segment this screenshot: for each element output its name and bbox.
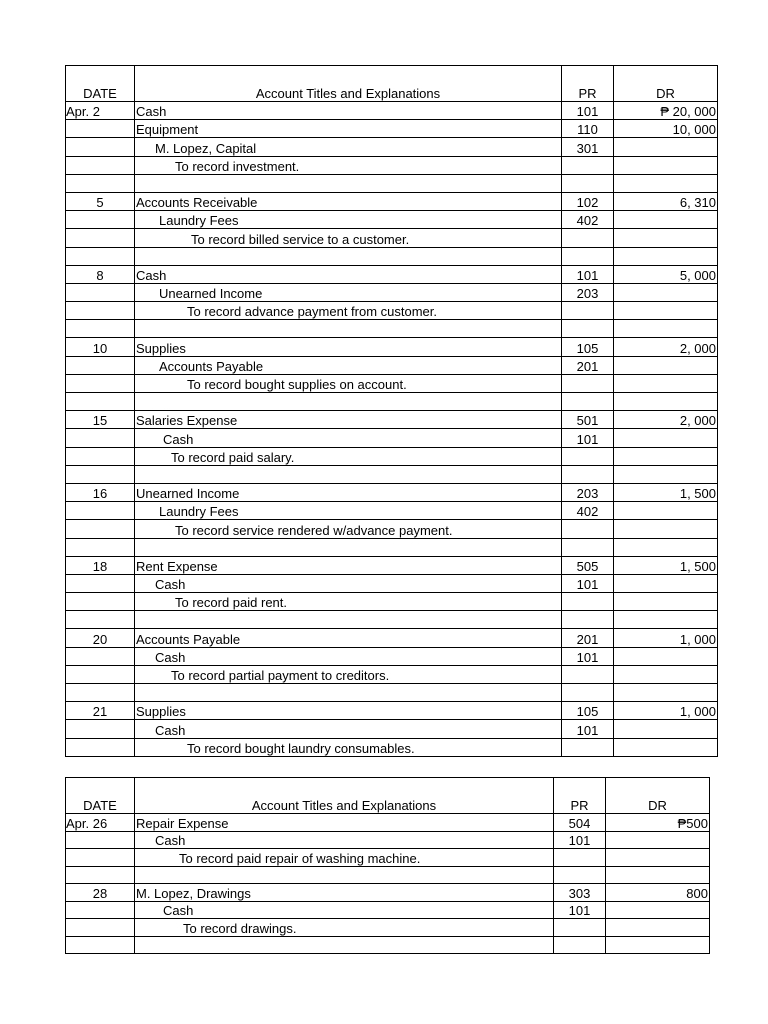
row-date <box>66 283 135 301</box>
table-header-row <box>66 778 710 814</box>
table-row <box>66 556 718 574</box>
row-post-ref: 105 <box>562 702 614 720</box>
row-date: 8 <box>66 265 135 283</box>
table-row <box>66 936 710 954</box>
row-post-ref <box>562 247 614 265</box>
row-debit <box>614 684 718 702</box>
row-date <box>66 901 135 919</box>
row-debit <box>614 538 718 556</box>
row-post-ref <box>554 866 606 884</box>
row-account-title: Laundry Fees <box>135 502 562 520</box>
row-date <box>66 447 135 465</box>
row-account-title <box>135 393 562 411</box>
row-post-ref: 201 <box>562 356 614 374</box>
row-date <box>66 611 135 629</box>
row-date <box>66 538 135 556</box>
row-post-ref <box>562 738 614 756</box>
row-account-title: Cash <box>135 265 562 283</box>
row-debit: 10, 000 <box>614 120 718 138</box>
table-row <box>66 247 718 265</box>
table-row <box>66 265 718 283</box>
table-row <box>66 483 718 501</box>
header-dr: DR <box>606 778 710 814</box>
row-debit <box>614 356 718 374</box>
table-row <box>66 901 710 919</box>
row-date: 10 <box>66 338 135 356</box>
row-debit <box>614 738 718 756</box>
row-post-ref: 101 <box>554 901 606 919</box>
row-date: 28 <box>66 884 135 902</box>
row-account-title: Supplies <box>135 702 562 720</box>
row-post-ref: 101 <box>562 647 614 665</box>
row-date <box>66 247 135 265</box>
row-account-title: Cash <box>135 647 562 665</box>
row-post-ref: 101 <box>554 831 606 849</box>
row-date <box>66 684 135 702</box>
row-post-ref <box>562 302 614 320</box>
table-row <box>66 611 718 629</box>
row-account-title: Cash <box>135 831 554 849</box>
row-debit <box>614 247 718 265</box>
table-row <box>66 538 718 556</box>
row-debit: 2, 000 <box>614 411 718 429</box>
table-row <box>66 629 718 647</box>
table-row <box>66 665 718 683</box>
row-account-title: To record drawings. <box>135 919 554 937</box>
row-account-title <box>135 936 554 954</box>
row-post-ref: 105 <box>562 338 614 356</box>
row-account-title: Cash <box>135 574 562 592</box>
row-debit <box>614 429 718 447</box>
row-account-title: M. Lopez, Drawings <box>135 884 554 902</box>
table-row <box>66 374 718 392</box>
header-date: DATE <box>66 66 135 102</box>
row-date: Apr. 2 <box>66 102 135 120</box>
row-debit: ₱ 20, 000 <box>614 102 718 120</box>
table-row <box>66 411 718 429</box>
row-debit <box>606 866 710 884</box>
row-post-ref <box>562 174 614 192</box>
row-post-ref <box>562 465 614 483</box>
row-post-ref <box>554 849 606 867</box>
row-debit <box>614 720 718 738</box>
row-date <box>66 229 135 247</box>
row-debit <box>614 374 718 392</box>
row-post-ref <box>562 229 614 247</box>
row-debit <box>614 465 718 483</box>
row-post-ref <box>562 156 614 174</box>
row-debit <box>614 138 718 156</box>
row-date <box>66 320 135 338</box>
row-account-title: Cash <box>135 102 562 120</box>
table-row <box>66 156 718 174</box>
row-debit <box>614 320 718 338</box>
table-row <box>66 831 710 849</box>
row-account-title <box>135 247 562 265</box>
table-row <box>66 393 718 411</box>
row-post-ref: 505 <box>562 556 614 574</box>
row-post-ref: 201 <box>562 629 614 647</box>
row-account-title: To record advance payment from customer. <box>135 302 562 320</box>
row-debit <box>614 647 718 665</box>
row-date <box>66 120 135 138</box>
row-date: 21 <box>66 702 135 720</box>
row-date <box>66 393 135 411</box>
row-debit <box>614 211 718 229</box>
row-post-ref <box>562 374 614 392</box>
row-date <box>66 156 135 174</box>
row-post-ref <box>554 919 606 937</box>
table-row <box>66 302 718 320</box>
row-debit <box>614 665 718 683</box>
row-account-title: To record paid rent. <box>135 593 562 611</box>
row-post-ref <box>562 593 614 611</box>
header-dr: DR <box>614 66 718 102</box>
table-row <box>66 211 718 229</box>
table-row <box>66 574 718 592</box>
row-post-ref <box>562 665 614 683</box>
row-debit <box>606 901 710 919</box>
row-date <box>66 465 135 483</box>
table-row <box>66 192 718 210</box>
row-date <box>66 138 135 156</box>
row-post-ref: 101 <box>562 574 614 592</box>
row-date <box>66 374 135 392</box>
row-date <box>66 302 135 320</box>
row-post-ref: 303 <box>554 884 606 902</box>
journal-table-2 <box>65 777 710 954</box>
row-debit <box>614 520 718 538</box>
row-account-title <box>135 465 562 483</box>
row-date: 15 <box>66 411 135 429</box>
row-debit: 800 <box>606 884 710 902</box>
table-row <box>66 138 718 156</box>
row-date <box>66 356 135 374</box>
row-debit: 6, 310 <box>614 192 718 210</box>
row-date <box>66 429 135 447</box>
row-date <box>66 738 135 756</box>
row-date <box>66 849 135 867</box>
row-account-title: Cash <box>135 429 562 447</box>
table-row <box>66 283 718 301</box>
header-date: DATE <box>66 778 135 814</box>
row-account-title <box>135 538 562 556</box>
row-account-title <box>135 174 562 192</box>
row-post-ref: 203 <box>562 283 614 301</box>
row-debit: ₱500 <box>606 814 710 832</box>
row-account-title: Cash <box>135 720 562 738</box>
table-row <box>66 884 710 902</box>
row-post-ref: 501 <box>562 411 614 429</box>
row-date <box>66 919 135 937</box>
row-account-title: To record bought laundry consumables. <box>135 738 562 756</box>
row-date <box>66 574 135 592</box>
table-row <box>66 102 718 120</box>
row-account-title: To record investment. <box>135 156 562 174</box>
row-debit: 2, 000 <box>614 338 718 356</box>
header-account-titles: Account Titles and Explanations <box>135 778 554 814</box>
row-date <box>66 174 135 192</box>
row-account-title <box>135 320 562 338</box>
row-debit <box>614 593 718 611</box>
table-header-row <box>66 66 718 102</box>
row-account-title: Unearned Income <box>135 283 562 301</box>
row-post-ref <box>562 684 614 702</box>
row-account-title: Salaries Expense <box>135 411 562 429</box>
row-account-title: M. Lopez, Capital <box>135 138 562 156</box>
row-debit <box>606 919 710 937</box>
row-debit <box>614 156 718 174</box>
table-row <box>66 684 718 702</box>
row-post-ref: 101 <box>562 102 614 120</box>
row-post-ref: 102 <box>562 192 614 210</box>
row-post-ref: 301 <box>562 138 614 156</box>
row-debit: 1, 000 <box>614 702 718 720</box>
row-debit <box>606 936 710 954</box>
header-account-titles: Account Titles and Explanations <box>135 66 562 102</box>
row-date: 20 <box>66 629 135 647</box>
row-date <box>66 720 135 738</box>
row-account-title <box>135 611 562 629</box>
row-account-title: To record partial payment to creditors. <box>135 665 562 683</box>
table-row <box>66 702 718 720</box>
table-row <box>66 814 710 832</box>
table-row <box>66 866 710 884</box>
row-post-ref: 101 <box>562 720 614 738</box>
row-date <box>66 211 135 229</box>
table-row <box>66 502 718 520</box>
row-debit <box>614 574 718 592</box>
row-account-title: Repair Expense <box>135 814 554 832</box>
table-row <box>66 465 718 483</box>
row-date <box>66 647 135 665</box>
row-debit <box>614 393 718 411</box>
row-post-ref <box>562 520 614 538</box>
table-row <box>66 738 718 756</box>
row-debit <box>614 447 718 465</box>
row-date <box>66 520 135 538</box>
table-row <box>66 593 718 611</box>
row-account-title: To record paid repair of washing machine. <box>135 849 554 867</box>
row-date: 16 <box>66 483 135 501</box>
row-post-ref: 110 <box>562 120 614 138</box>
row-date <box>66 831 135 849</box>
row-date <box>66 593 135 611</box>
row-post-ref <box>562 320 614 338</box>
row-date: 18 <box>66 556 135 574</box>
row-debit <box>614 302 718 320</box>
row-account-title: Accounts Payable <box>135 356 562 374</box>
row-post-ref <box>562 538 614 556</box>
table-row <box>66 338 718 356</box>
row-post-ref: 402 <box>562 502 614 520</box>
row-date <box>66 936 135 954</box>
header-pr: PR <box>562 66 614 102</box>
table-row <box>66 174 718 192</box>
row-post-ref: 402 <box>562 211 614 229</box>
row-account-title: Equipment <box>135 120 562 138</box>
row-debit: 1, 500 <box>614 483 718 501</box>
table-row <box>66 229 718 247</box>
row-account-title: To record service rendered w/advance payment. <box>135 520 562 538</box>
row-debit <box>614 174 718 192</box>
row-date <box>66 502 135 520</box>
row-debit <box>614 502 718 520</box>
row-post-ref: 203 <box>562 483 614 501</box>
journal-table-1 <box>65 65 718 757</box>
table-row <box>66 447 718 465</box>
table-row <box>66 849 710 867</box>
table-row <box>66 720 718 738</box>
row-post-ref <box>562 611 614 629</box>
table-row <box>66 429 718 447</box>
row-account-title <box>135 866 554 884</box>
row-debit: 1, 500 <box>614 556 718 574</box>
row-account-title <box>135 684 562 702</box>
row-debit <box>606 831 710 849</box>
row-date: Apr. 26 <box>66 814 135 832</box>
row-debit: 5, 000 <box>614 265 718 283</box>
row-account-title: To record paid salary. <box>135 447 562 465</box>
row-account-title: Accounts Payable <box>135 629 562 647</box>
row-post-ref <box>554 936 606 954</box>
header-pr: PR <box>554 778 606 814</box>
row-post-ref <box>562 447 614 465</box>
table-row <box>66 356 718 374</box>
table-row <box>66 919 710 937</box>
row-post-ref: 101 <box>562 265 614 283</box>
row-account-title: To record billed service to a customer. <box>135 229 562 247</box>
table-row <box>66 320 718 338</box>
row-account-title: Rent Expense <box>135 556 562 574</box>
row-debit <box>614 283 718 301</box>
row-post-ref: 101 <box>562 429 614 447</box>
table-row <box>66 520 718 538</box>
row-account-title: Unearned Income <box>135 483 562 501</box>
row-debit <box>614 611 718 629</box>
row-account-title: Laundry Fees <box>135 211 562 229</box>
row-account-title: Supplies <box>135 338 562 356</box>
row-post-ref: 504 <box>554 814 606 832</box>
row-account-title: Accounts Receivable <box>135 192 562 210</box>
row-date <box>66 665 135 683</box>
row-debit <box>606 849 710 867</box>
row-debit <box>614 229 718 247</box>
table-row <box>66 647 718 665</box>
row-account-title: To record bought supplies on account. <box>135 374 562 392</box>
row-debit: 1, 000 <box>614 629 718 647</box>
row-account-title: Cash <box>135 901 554 919</box>
row-date <box>66 866 135 884</box>
table-row <box>66 120 718 138</box>
row-post-ref <box>562 393 614 411</box>
row-date: 5 <box>66 192 135 210</box>
